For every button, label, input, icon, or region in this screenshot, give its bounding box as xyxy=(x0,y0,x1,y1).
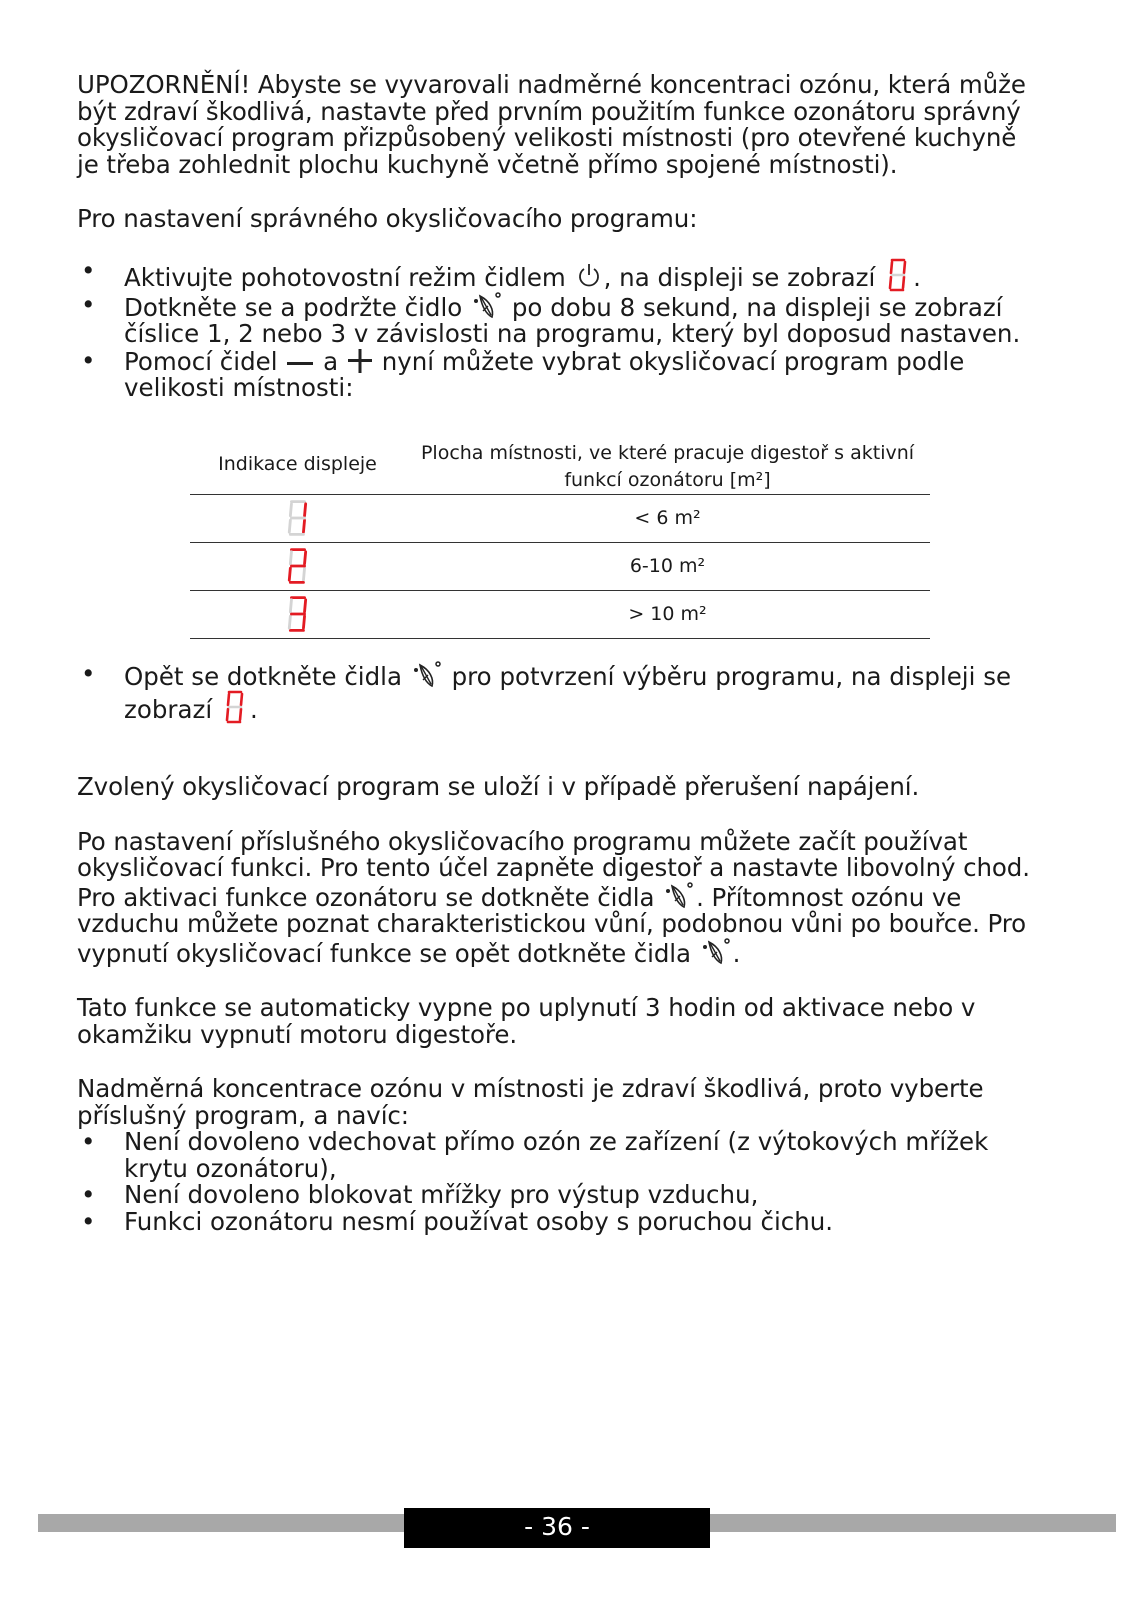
page-number: - 36 - xyxy=(404,1508,710,1548)
table-row xyxy=(190,543,930,591)
page-content xyxy=(77,72,1043,1235)
segment-f xyxy=(290,600,291,612)
ozone-sensor-icon xyxy=(412,661,442,689)
rules-list xyxy=(77,1129,1043,1235)
table-cell-area: > 10 m² xyxy=(628,603,707,625)
seven-segment-digit xyxy=(286,594,310,634)
segment-f xyxy=(290,552,291,564)
list-item: • Není dovoleno blokovat mřížky pro výstup vzduchu, xyxy=(77,1182,1043,1209)
seven-segment-digit xyxy=(224,690,246,724)
ozone-sensor-icon xyxy=(472,292,502,320)
list-item: • Dotkněte se a podržte čidlo po dobu 8 sekund, na displeji se zobrazí číslice 1, 2 nebo 3 v závislosti na programu, který byl doposud nastaven. xyxy=(77,292,1043,348)
segment-b xyxy=(304,504,305,516)
segment-f xyxy=(891,262,892,273)
list-item: • Funkci ozonátoru nesmí používat osoby s poruchou čichu. xyxy=(77,1209,1043,1236)
table-row xyxy=(190,591,930,639)
segment-e xyxy=(289,616,290,628)
excess-paragraph: Nadměrná koncentrace ozónu v místnosti je zdraví škodlivá, proto vyberte příslušný program, a navíc: xyxy=(77,1074,984,1130)
ozone-sensor-icon xyxy=(664,882,694,910)
auto-off-paragraph: Tato funkce se automaticky vypne po uplynutí 3 hodin od aktivace nebo v okamžiku vypnutí motoru digestoře. xyxy=(77,993,976,1049)
saved-paragraph: Zvolený okysličovací program se uloží i v případě přerušení napájení. xyxy=(77,772,920,801)
table-header-area: Plocha místnosti, ve které pracuje digestoř s aktivní funkcí ozonátoru [m²] xyxy=(420,441,915,491)
table-cell-area: < 6 m² xyxy=(634,507,701,529)
steps-list xyxy=(77,258,1043,402)
table-row xyxy=(190,495,930,543)
segment-b xyxy=(304,552,305,564)
segment-c xyxy=(303,568,304,580)
segment-e xyxy=(289,568,290,580)
segment-e xyxy=(289,520,290,532)
seven-segment-digit xyxy=(887,258,909,292)
list-item: • Pomocí čidel a nyní můžete vybrat okysličovací program podle velikosti místnosti: xyxy=(77,348,1043,402)
segment-b xyxy=(241,694,242,705)
seven-segment-digit xyxy=(286,546,310,586)
table-cell-area: 6-10 m² xyxy=(629,555,706,577)
confirm-list xyxy=(77,661,1043,725)
table-header xyxy=(190,440,930,495)
segment-b xyxy=(904,262,905,273)
list-item: • Opět se dotkněte čidla pro potvrzení výběru programu, na displeji se zobrazí . xyxy=(77,661,1043,725)
plus-icon xyxy=(348,348,372,374)
intro-paragraph: Pro nastavení správného okysličovacího programu: xyxy=(77,204,698,233)
segment-f xyxy=(290,504,291,516)
list-item: • Aktivujte pohotovostní režim čidlem , na displeji se zobrazí . xyxy=(77,258,1043,292)
list-item: • Není dovoleno vdechovat přímo ozón ze zařízení (z výtokových mřížek krytu ozonátoru), xyxy=(77,1129,1043,1182)
segment-c xyxy=(303,520,304,532)
minus-icon xyxy=(287,354,313,374)
segment-e xyxy=(227,709,228,720)
warning-paragraph: UPOZORNĚNÍ! Abyste se vyvarovali nadměrné koncentraci ozónu, která může být zdraví škodlivá, nastavte před prvním použitím funkce ozonátoru správný okysličovací program přizpůsobený velikosti místnosti (pro otevřené kuchyně je třeba zohlednit plochu kuchyně včetně přímo spojené místnosti). xyxy=(77,70,1026,179)
ozone-sensor-icon xyxy=(701,938,731,966)
program-table xyxy=(190,440,930,639)
segment-b xyxy=(304,600,305,612)
segment-c xyxy=(240,709,241,720)
segment-c xyxy=(903,277,904,288)
segment-f xyxy=(228,694,229,705)
segment-c xyxy=(303,616,304,628)
usage-paragraph: Po nastavení příslušného okysličovacího programu můžete začít používat okysličovací funkci. Pro tento účel zapněte digestoř a nastavte libovolný chod. Pro aktivaci funkce ozonátoru se dotkněte čidla . Přítomnost ozónu ve vzduchu můžete poznat charakteristickou vůní, podobnou vůni po bouřce. Pro vypnutí okysličovací funkce se opět dotkněte čidla . xyxy=(77,826,1030,968)
table-header-display: Indikace displeje xyxy=(218,452,377,475)
segment-e xyxy=(890,277,891,288)
seven-segment-digit xyxy=(286,498,310,538)
power-icon xyxy=(576,262,602,290)
